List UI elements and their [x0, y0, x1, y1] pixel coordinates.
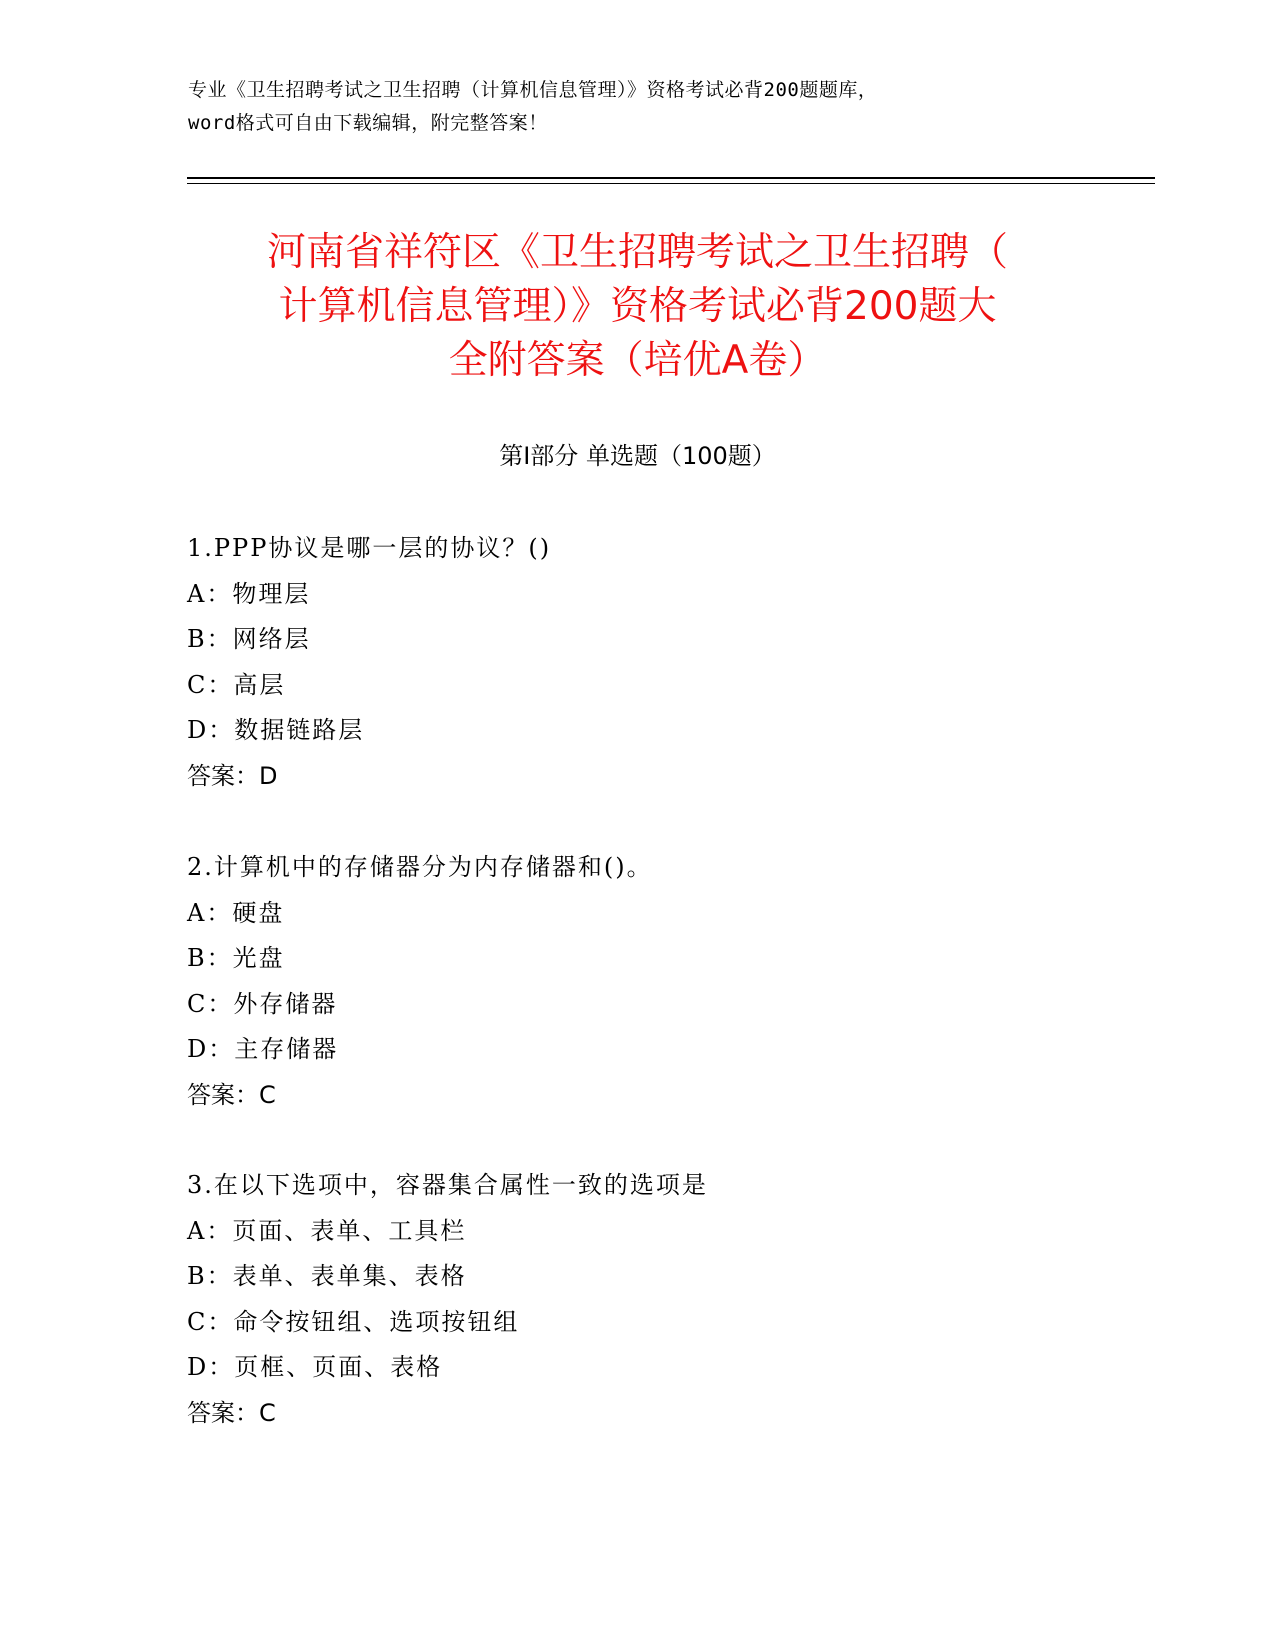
header-rule-thick [187, 177, 1155, 179]
section-title: 第Ⅰ部分 单选题（100题） [499, 442, 776, 470]
question-item [187, 1163, 1087, 1436]
option-c: C：高层 [187, 670, 286, 699]
header-note-line-2: word格式可自由下载编辑，附完整答案！ [188, 112, 548, 134]
question-item [187, 845, 1087, 1118]
answer-text: 答案：C [187, 1398, 276, 1427]
question-item [187, 526, 1087, 799]
question-stem: 2.计算机中的存储器分为内存储器和()。 [187, 853, 653, 881]
header-note [188, 74, 1088, 140]
question-stem: 3.在以下选项中，容器集合属性一致的选项是 [187, 1171, 708, 1199]
option-a: A：物理层 [187, 579, 311, 608]
option-d: D：页框、页面、表格 [187, 1353, 443, 1381]
document-title [150, 226, 1125, 388]
option-a: A：硬盘 [187, 898, 285, 927]
option-b: B：表单、表单集、表格 [187, 1262, 467, 1290]
option-d: D：数据链路层 [187, 716, 365, 744]
option-c: C：命令按钮组、选项按钮组 [187, 1307, 520, 1336]
option-a: A：页面、表单、工具栏 [187, 1216, 467, 1245]
answer-text: 答案：D [187, 761, 278, 790]
document-title-line-3: 全附答案（培优A卷） [448, 338, 827, 383]
header-note-line-1: 专业《卫生招聘考试之卫生招聘（计算机信息管理）》资格考试必背200题题库， [188, 79, 878, 101]
question-stem: 1.PPP协议是哪一层的协议？() [187, 534, 552, 562]
header-rule-thin [187, 183, 1155, 184]
option-d: D：主存储器 [187, 1035, 339, 1063]
document-title-line-1: 河南省祥符区《卫生招聘考试之卫生招聘（ [266, 230, 1008, 275]
answer-text: 答案：C [187, 1080, 276, 1109]
option-c: C：外存储器 [187, 989, 338, 1018]
document-title-line-2: 计算机信息管理）》资格考试必背200题大 [278, 284, 997, 329]
option-b: B：网络层 [187, 625, 311, 653]
option-b: B：光盘 [187, 944, 285, 972]
